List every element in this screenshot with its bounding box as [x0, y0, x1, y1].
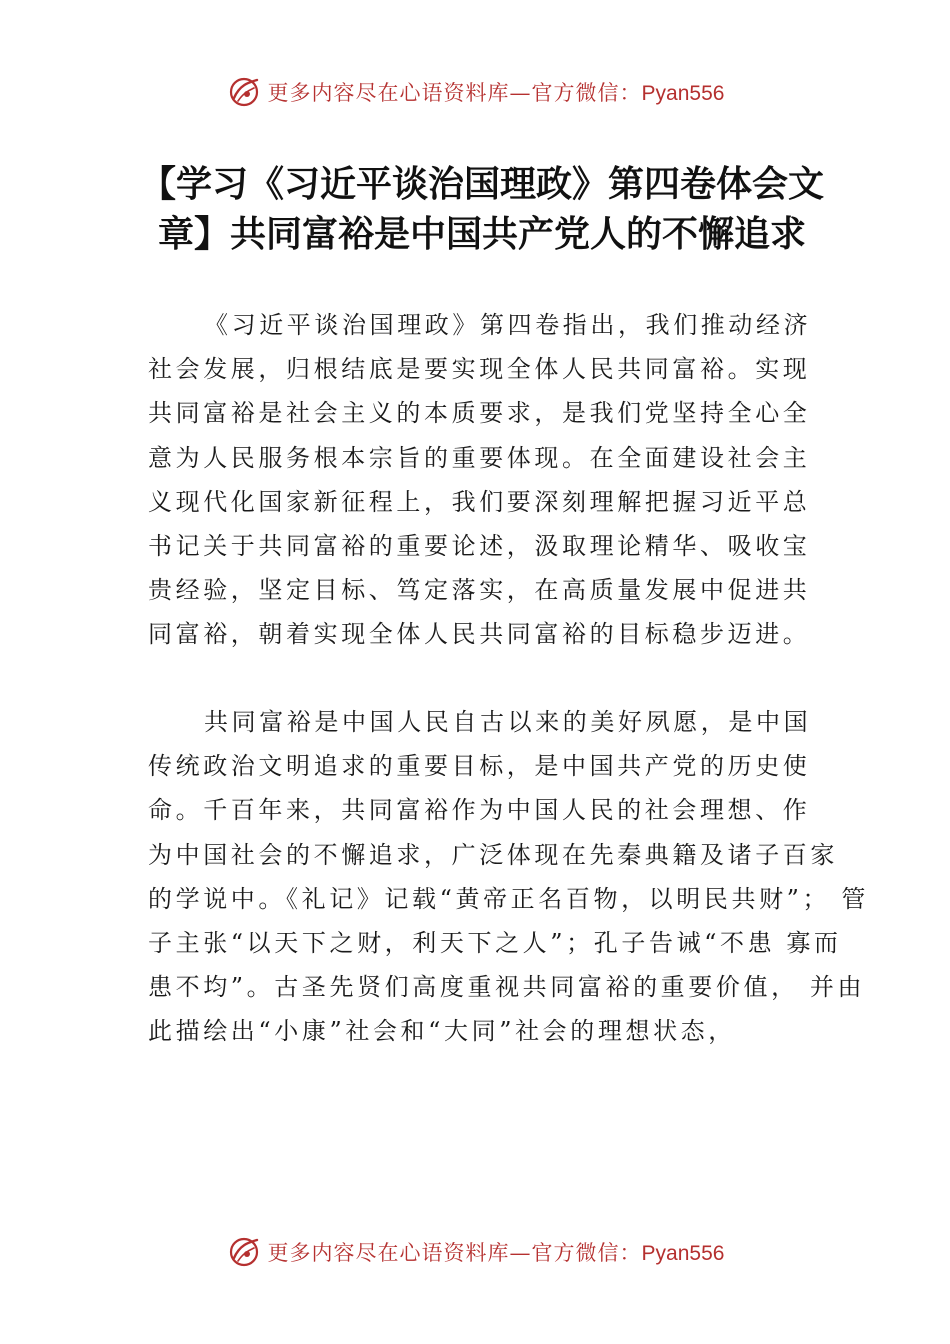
text-line: 患不均”。古圣先贤们高度重视共同富裕的重要价值， 并由 [148, 973, 866, 1002]
title-line: 章】共同富裕是中国共产党人的不懈追求 [158, 214, 807, 255]
text-line: 为中国社会的不懈追求，广泛体现在先秦典籍及诸子百家 [148, 840, 838, 869]
text-line: 同富裕，朝着实现全体人民共同富裕的目标稳步迈进。 [148, 620, 811, 649]
text-line: 贵经验，坚定目标、笃定落实，在高质量发展中促进共 [148, 576, 811, 605]
text-line: 共同富裕是中国人民自古以来的美好夙愿，是中国 [204, 708, 812, 736]
text-line: 共同富裕是社会主义的本质要求，是我们党坚持全心全 [148, 399, 811, 428]
text-line: 命。千百年来，共同富裕作为中国人民的社会理想、作 [148, 796, 811, 825]
article-title [140, 160, 825, 260]
text-line: 义现代化国家新征程上，我们要深刻理解把握习近平总 [148, 487, 811, 516]
text-line: 《习近平谈治国理政》第四卷指出，我们推动经济 [204, 311, 812, 339]
text-line: 子主张“以天下之财，利天下之人”；孔子告诫“不患 寡而 [148, 929, 842, 958]
banner-text [268, 1237, 725, 1267]
paragraph-1 [148, 303, 838, 657]
text-line: 传统政治文明追求的重要目标，是中国共产党的历史使 [148, 752, 811, 781]
banner-brand: 更多内容尽在心语资料库—官方微信： [267, 81, 642, 105]
title-line: 【学习《习近平谈治国理政》第四卷体会文 [140, 164, 825, 205]
text-line: 书记关于共同富裕的重要论述，汲取理论精华、吸收宝 [148, 532, 811, 561]
text-line: 意为人民服务根本宗旨的重要体现。在全面建设社会主 [148, 443, 811, 472]
text-line: 此描绘出“小康”社会和“大同”社会的理想状态， [148, 1017, 736, 1046]
logo-icon [226, 1234, 262, 1270]
logo-icon [226, 74, 262, 110]
header-banner [0, 72, 950, 112]
text-line: 社会发展，归根结底是要实现全体人民共同富裕。实现 [148, 355, 811, 384]
wechat-id: Pyan556 [641, 82, 725, 105]
text-line: 的学说中。《礼记》记载“黄帝正名百物，以明民共财”； 管 [148, 884, 869, 913]
banner-brand: 更多内容尽在心语资料库—官方微信： [267, 1241, 642, 1265]
footer-banner [0, 1232, 950, 1272]
paragraph-2 [148, 700, 869, 1054]
wechat-id: Pyan556 [641, 1242, 725, 1265]
banner-text [268, 77, 725, 107]
